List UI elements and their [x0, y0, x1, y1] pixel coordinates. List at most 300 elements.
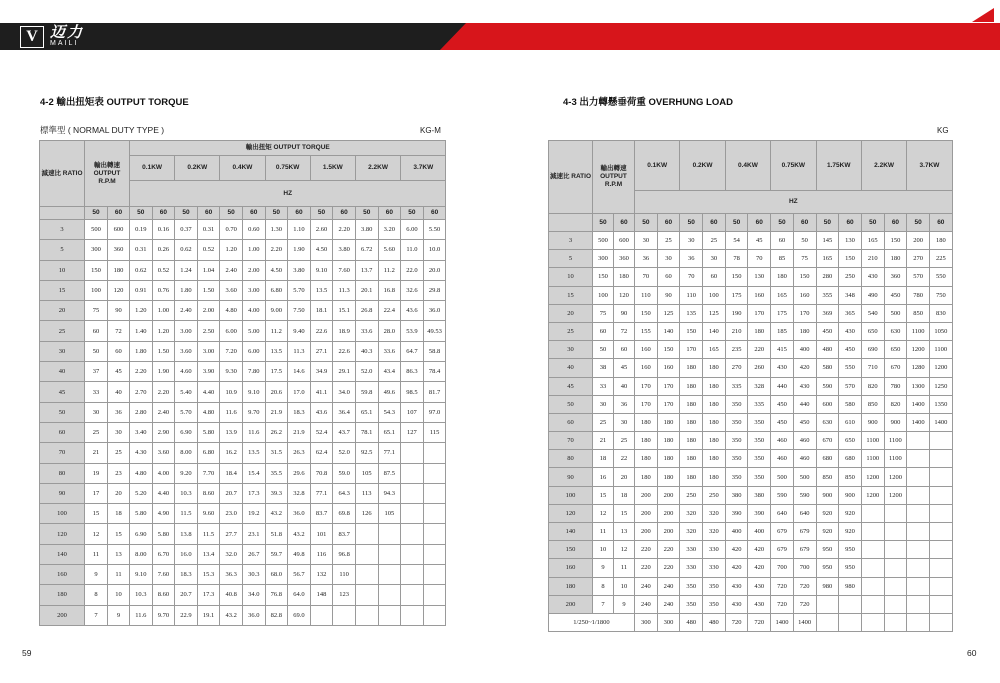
- value-cell: 920: [839, 504, 862, 522]
- value-cell: 45: [748, 232, 771, 250]
- rpm-cell: 60: [85, 321, 108, 341]
- ratio-cell: 180: [549, 577, 593, 595]
- value-cell: 30.3: [242, 565, 265, 585]
- value-cell: 480: [816, 341, 839, 359]
- value-cell: 160: [635, 341, 658, 359]
- value-cell: 21.9: [265, 402, 288, 422]
- power-header-1.5kw: 1.5KW: [310, 156, 355, 181]
- value-cell: [378, 605, 401, 625]
- value-cell: 850: [816, 468, 839, 486]
- rpm-cell: 20: [108, 483, 130, 503]
- value-cell: 32.8: [288, 483, 311, 503]
- ratio-cell: 5: [40, 240, 85, 260]
- value-cell: 460: [771, 432, 794, 450]
- value-cell: 1200: [907, 341, 930, 359]
- ratio-cell: 50: [549, 395, 593, 413]
- value-cell: 180: [635, 468, 658, 486]
- value-cell: 185: [771, 322, 794, 340]
- value-cell: [907, 595, 930, 613]
- value-cell: 125: [703, 304, 726, 322]
- value-cell: 52.4: [310, 422, 333, 442]
- value-cell: 69.8: [333, 504, 356, 524]
- ratio-cell: 90: [549, 468, 593, 486]
- value-cell: 14.6: [288, 362, 311, 382]
- value-cell: 350: [725, 432, 748, 450]
- value-cell: 135: [680, 304, 703, 322]
- value-cell: 900: [816, 486, 839, 504]
- ratio-cell: 15: [549, 286, 593, 304]
- hz-60-header: 60: [108, 207, 130, 220]
- rpm-cell: 11: [593, 523, 614, 541]
- ratio-cell: 70: [549, 432, 593, 450]
- value-cell: 1100: [861, 432, 884, 450]
- value-cell: 2.20: [130, 362, 153, 382]
- value-cell: 1350: [929, 395, 952, 413]
- table-row: [549, 541, 953, 559]
- value-cell: 280: [816, 268, 839, 286]
- ratio-cell: 10: [549, 268, 593, 286]
- hz-60-header: 60: [242, 207, 265, 220]
- value-cell: 180: [635, 450, 658, 468]
- value-cell: 190: [725, 304, 748, 322]
- value-cell: 34.9: [310, 362, 333, 382]
- value-cell: 10.3: [130, 585, 153, 605]
- value-cell: 170: [748, 304, 771, 322]
- value-cell: 250: [680, 486, 703, 504]
- ratio-cell: 100: [40, 504, 85, 524]
- value-cell: 6.70: [152, 544, 175, 564]
- value-cell: [907, 468, 930, 486]
- rpm-cell: 8: [85, 585, 108, 605]
- value-cell: 630: [884, 322, 907, 340]
- value-cell: 11.5: [197, 524, 220, 544]
- value-cell: 350: [703, 577, 726, 595]
- value-cell: 97.0: [423, 402, 446, 422]
- value-cell: 17.0: [288, 382, 311, 402]
- value-cell: 23.1: [242, 524, 265, 544]
- value-cell: 200: [907, 232, 930, 250]
- table-row: [40, 504, 446, 524]
- value-cell: 54: [725, 232, 748, 250]
- value-cell: 180: [884, 250, 907, 268]
- value-cell: 60: [771, 232, 794, 250]
- hz-50-header: 50: [635, 214, 658, 232]
- ratio-cell: 140: [549, 523, 593, 541]
- value-cell: 6.00: [220, 321, 243, 341]
- value-cell: [907, 577, 930, 595]
- value-cell: [884, 559, 907, 577]
- value-cell: 950: [816, 541, 839, 559]
- ratio-cell: 10: [40, 260, 85, 280]
- table-row: [40, 565, 446, 585]
- ratio-cell: 15: [40, 280, 85, 300]
- rpm-cell: 360: [108, 240, 130, 260]
- value-cell: 160: [748, 286, 771, 304]
- value-cell: [884, 577, 907, 595]
- rpm-cell: 500: [593, 232, 614, 250]
- value-cell: 116: [310, 544, 333, 564]
- value-cell: 9.10: [130, 565, 153, 585]
- value-cell: 33.6: [355, 321, 378, 341]
- rpm-cell: 11: [108, 565, 130, 585]
- value-cell: 4.60: [175, 362, 198, 382]
- value-cell: 1.50: [197, 280, 220, 300]
- value-cell: 29.6: [288, 463, 311, 483]
- value-cell: 670: [816, 432, 839, 450]
- value-cell: 1.00: [152, 301, 175, 321]
- value-cell: 420: [725, 541, 748, 559]
- value-cell: 0.16: [152, 220, 175, 240]
- value-cell: 170: [657, 377, 680, 395]
- value-cell: 36: [635, 250, 658, 268]
- value-cell: 70.8: [310, 463, 333, 483]
- value-cell: 420: [725, 559, 748, 577]
- value-cell: 670: [884, 359, 907, 377]
- value-cell: 1.20: [220, 240, 243, 260]
- table-row: [549, 286, 953, 304]
- table-row: [40, 443, 446, 463]
- value-cell: 180: [635, 432, 658, 450]
- value-cell: 150: [793, 268, 816, 286]
- ratio-cell: 120: [549, 504, 593, 522]
- value-cell: [861, 504, 884, 522]
- value-cell: 200: [635, 486, 658, 504]
- value-cell: 11.3: [288, 341, 311, 361]
- value-cell: 220: [635, 541, 658, 559]
- value-cell: 13.4: [197, 544, 220, 564]
- value-cell: [423, 443, 446, 463]
- value-cell: 27.7: [220, 524, 243, 544]
- rpm-cell: 37: [85, 362, 108, 382]
- value-cell: 180: [703, 413, 726, 431]
- value-cell: 105: [378, 504, 401, 524]
- rpm-cell: 600: [108, 220, 130, 240]
- value-cell: 22.9: [175, 605, 198, 625]
- value-cell: 20.7: [220, 483, 243, 503]
- value-cell: 920: [839, 523, 862, 541]
- value-cell: 8.00: [130, 544, 153, 564]
- table-row: [40, 382, 446, 402]
- value-cell: [355, 544, 378, 564]
- value-cell: 355: [816, 286, 839, 304]
- value-cell: 320: [680, 504, 703, 522]
- value-cell: 36.0: [242, 605, 265, 625]
- value-cell: 3.80: [333, 240, 356, 260]
- power-header-0.2kw: 0.2KW: [680, 141, 725, 191]
- value-cell: 13.8: [175, 524, 198, 544]
- table-row: [549, 468, 953, 486]
- rpm-cell: 45: [108, 362, 130, 382]
- value-cell: 148: [310, 585, 333, 605]
- rpm-cell: 180: [108, 260, 130, 280]
- value-cell: [907, 432, 930, 450]
- value-cell: 2.40: [152, 402, 175, 422]
- ratio-cell: 3: [549, 232, 593, 250]
- value-cell: 11.0: [401, 240, 424, 260]
- value-cell: 3.60: [220, 280, 243, 300]
- value-cell: [378, 565, 401, 585]
- value-cell: 5.80: [197, 422, 220, 442]
- table-row: [40, 240, 446, 260]
- value-cell: 1100: [929, 341, 952, 359]
- value-cell: 1.80: [175, 280, 198, 300]
- value-cell: 28.0: [378, 321, 401, 341]
- value-cell: 328: [748, 377, 771, 395]
- rpm-cell: 300: [85, 240, 108, 260]
- value-cell: 26.2: [265, 422, 288, 442]
- value-cell: 25: [657, 232, 680, 250]
- rpm-cell: 21: [85, 443, 108, 463]
- value-cell: [884, 504, 907, 522]
- value-cell: [355, 565, 378, 585]
- value-cell: 77.1: [378, 443, 401, 463]
- value-cell: 6.72: [355, 240, 378, 260]
- value-cell: 40.8: [220, 585, 243, 605]
- rpm-cell: 360: [614, 250, 635, 268]
- value-cell: 60: [657, 268, 680, 286]
- value-cell: [861, 595, 884, 613]
- value-cell: 400: [793, 341, 816, 359]
- value-cell: 59.0: [333, 463, 356, 483]
- value-cell: 59.8: [355, 382, 378, 402]
- value-cell: 150: [884, 232, 907, 250]
- table-row: [40, 362, 446, 382]
- value-cell: 348: [839, 286, 862, 304]
- value-cell: 69.0: [288, 605, 311, 625]
- rpm-cell: 16: [593, 468, 614, 486]
- rpm-cell: 45: [614, 359, 635, 377]
- value-cell: 36.3: [220, 565, 243, 585]
- ratio-cell: 25: [549, 322, 593, 340]
- value-cell: 4.00: [242, 301, 265, 321]
- value-cell: 920: [816, 523, 839, 541]
- value-cell: 83.7: [333, 524, 356, 544]
- table-row: [549, 559, 953, 577]
- value-cell: 330: [703, 541, 726, 559]
- value-cell: 1250: [929, 377, 952, 395]
- power-header-2.2kw: 2.2KW: [861, 141, 906, 191]
- value-cell: 30: [635, 232, 658, 250]
- table-row: [40, 524, 446, 544]
- value-cell: 0.60: [242, 220, 265, 240]
- value-cell: [907, 450, 930, 468]
- value-cell: 750: [929, 286, 952, 304]
- value-cell: 4.80: [220, 301, 243, 321]
- value-cell: [929, 613, 952, 631]
- value-cell: 1.24: [175, 260, 198, 280]
- value-cell: 1.90: [152, 362, 175, 382]
- rpm-cell: 12: [614, 541, 635, 559]
- ratio-cell: 80: [40, 463, 85, 483]
- value-cell: 720: [725, 613, 748, 631]
- value-cell: 11.5: [175, 504, 198, 524]
- value-cell: 240: [657, 577, 680, 595]
- value-cell: 127: [401, 422, 424, 442]
- value-cell: 26.8: [355, 301, 378, 321]
- value-cell: 430: [793, 377, 816, 395]
- value-cell: 7.20: [220, 341, 243, 361]
- value-cell: 650: [839, 432, 862, 450]
- power-header-0.1kw: 0.1KW: [130, 156, 175, 181]
- rpm-cell: 36: [614, 395, 635, 413]
- value-cell: 26.3: [288, 443, 311, 463]
- value-cell: 950: [839, 559, 862, 577]
- ratio-header: 減速比 RATIO: [40, 141, 85, 207]
- value-cell: 950: [816, 559, 839, 577]
- rpm-cell: 500: [85, 220, 108, 240]
- torque-unit-label: KG-M: [420, 126, 441, 135]
- value-cell: 100: [703, 286, 726, 304]
- value-cell: 82.8: [265, 605, 288, 625]
- value-cell: 2.60: [310, 220, 333, 240]
- value-cell: 1200: [861, 486, 884, 504]
- value-cell: 1100: [907, 322, 930, 340]
- value-cell: 450: [793, 413, 816, 431]
- value-cell: 160: [657, 359, 680, 377]
- value-cell: 400: [748, 523, 771, 541]
- value-cell: 640: [771, 504, 794, 522]
- overhung-load-table: [548, 140, 953, 632]
- rpm-cell: 18: [108, 504, 130, 524]
- value-cell: 39.3: [265, 483, 288, 503]
- value-cell: 270: [907, 250, 930, 268]
- value-cell: 5.70: [175, 402, 198, 422]
- value-cell: 32.0: [220, 544, 243, 564]
- power-header-0.75kw: 0.75KW: [265, 156, 310, 181]
- value-cell: 3.00: [242, 280, 265, 300]
- value-cell: 22.6: [310, 321, 333, 341]
- rpm-cell: 36: [108, 402, 130, 422]
- value-cell: 720: [793, 577, 816, 595]
- value-cell: 180: [657, 432, 680, 450]
- value-cell: 580: [816, 359, 839, 377]
- value-cell: 110: [333, 565, 356, 585]
- output-torque-table: [39, 140, 446, 626]
- value-cell: 150: [725, 268, 748, 286]
- value-cell: 350: [748, 432, 771, 450]
- rpm-cell: 11: [85, 544, 108, 564]
- value-cell: [929, 450, 952, 468]
- table-row: [549, 232, 953, 250]
- value-cell: 1.30: [265, 220, 288, 240]
- value-cell: 1300: [907, 377, 930, 395]
- value-cell: [401, 463, 424, 483]
- value-cell: 1.10: [288, 220, 311, 240]
- value-cell: [423, 565, 446, 585]
- value-cell: 2.70: [130, 382, 153, 402]
- value-cell: 0.26: [152, 240, 175, 260]
- value-cell: 126: [355, 504, 378, 524]
- value-cell: 52.0: [355, 362, 378, 382]
- value-cell: 330: [680, 559, 703, 577]
- value-cell: 4.50: [310, 240, 333, 260]
- value-cell: 390: [748, 504, 771, 522]
- value-cell: 11.6: [242, 422, 265, 442]
- value-cell: 720: [793, 595, 816, 613]
- rpm-cell: 33: [85, 382, 108, 402]
- value-cell: 92.5: [355, 443, 378, 463]
- value-cell: 450: [771, 413, 794, 431]
- value-cell: 62.4: [310, 443, 333, 463]
- value-cell: [861, 523, 884, 541]
- hz-60-header: 60: [197, 207, 220, 220]
- value-cell: 31.5: [265, 443, 288, 463]
- value-cell: 610: [839, 413, 862, 431]
- value-cell: 460: [771, 450, 794, 468]
- hz-60-header: 60: [423, 207, 446, 220]
- value-cell: 6.90: [130, 524, 153, 544]
- value-cell: 36.4: [333, 402, 356, 422]
- value-cell: 180: [793, 322, 816, 340]
- ratio-cell: 45: [40, 382, 85, 402]
- value-cell: 500: [771, 468, 794, 486]
- rpm-cell: 10: [614, 577, 635, 595]
- value-cell: 1200: [861, 468, 884, 486]
- value-cell: [423, 463, 446, 483]
- value-cell: 64.7: [401, 341, 424, 361]
- value-cell: 0.76: [152, 280, 175, 300]
- value-cell: 180: [703, 395, 726, 413]
- value-cell: 4.40: [197, 382, 220, 402]
- value-cell: 9.00: [265, 301, 288, 321]
- value-cell: 0.31: [130, 240, 153, 260]
- value-cell: 9.20: [175, 463, 198, 483]
- value-cell: 10.3: [175, 483, 198, 503]
- value-cell: 320: [703, 504, 726, 522]
- table-row: [40, 260, 446, 280]
- value-cell: [839, 613, 862, 631]
- value-cell: [839, 595, 862, 613]
- value-cell: 113: [355, 483, 378, 503]
- value-cell: 3.00: [197, 341, 220, 361]
- hz-50-header: 50: [355, 207, 378, 220]
- value-cell: 550: [839, 359, 862, 377]
- value-cell: 94.3: [378, 483, 401, 503]
- value-cell: 29.8: [423, 280, 446, 300]
- value-cell: 43.6: [401, 301, 424, 321]
- table-row: [549, 523, 953, 541]
- value-cell: 5.80: [130, 504, 153, 524]
- value-cell: 150: [657, 341, 680, 359]
- value-cell: 180: [680, 377, 703, 395]
- value-cell: 20.0: [423, 260, 446, 280]
- ratio-cell: 20: [40, 301, 85, 321]
- value-cell: 240: [657, 595, 680, 613]
- value-cell: 40.3: [355, 341, 378, 361]
- value-cell: 49.8: [288, 544, 311, 564]
- value-cell: 0.37: [175, 220, 198, 240]
- value-cell: 175: [725, 286, 748, 304]
- value-cell: 500: [793, 468, 816, 486]
- value-cell: 33.6: [378, 341, 401, 361]
- value-cell: 335: [725, 377, 748, 395]
- value-cell: 7.70: [197, 463, 220, 483]
- value-cell: 160: [793, 286, 816, 304]
- value-cell: 0.31: [197, 220, 220, 240]
- hz-60-header: 60: [152, 207, 175, 220]
- rpm-header: 輸出轉速 OUTPUT R.P.M: [593, 141, 635, 214]
- value-cell: 180: [929, 232, 952, 250]
- value-cell: 1.00: [242, 240, 265, 260]
- value-cell: 65.1: [378, 422, 401, 442]
- value-cell: 690: [861, 341, 884, 359]
- value-cell: 180: [680, 450, 703, 468]
- value-cell: [401, 524, 424, 544]
- value-cell: 900: [839, 486, 862, 504]
- rpm-cell: 7: [85, 605, 108, 625]
- rpm-cell: 9: [85, 565, 108, 585]
- power-header-0.2kw: 0.2KW: [175, 156, 220, 181]
